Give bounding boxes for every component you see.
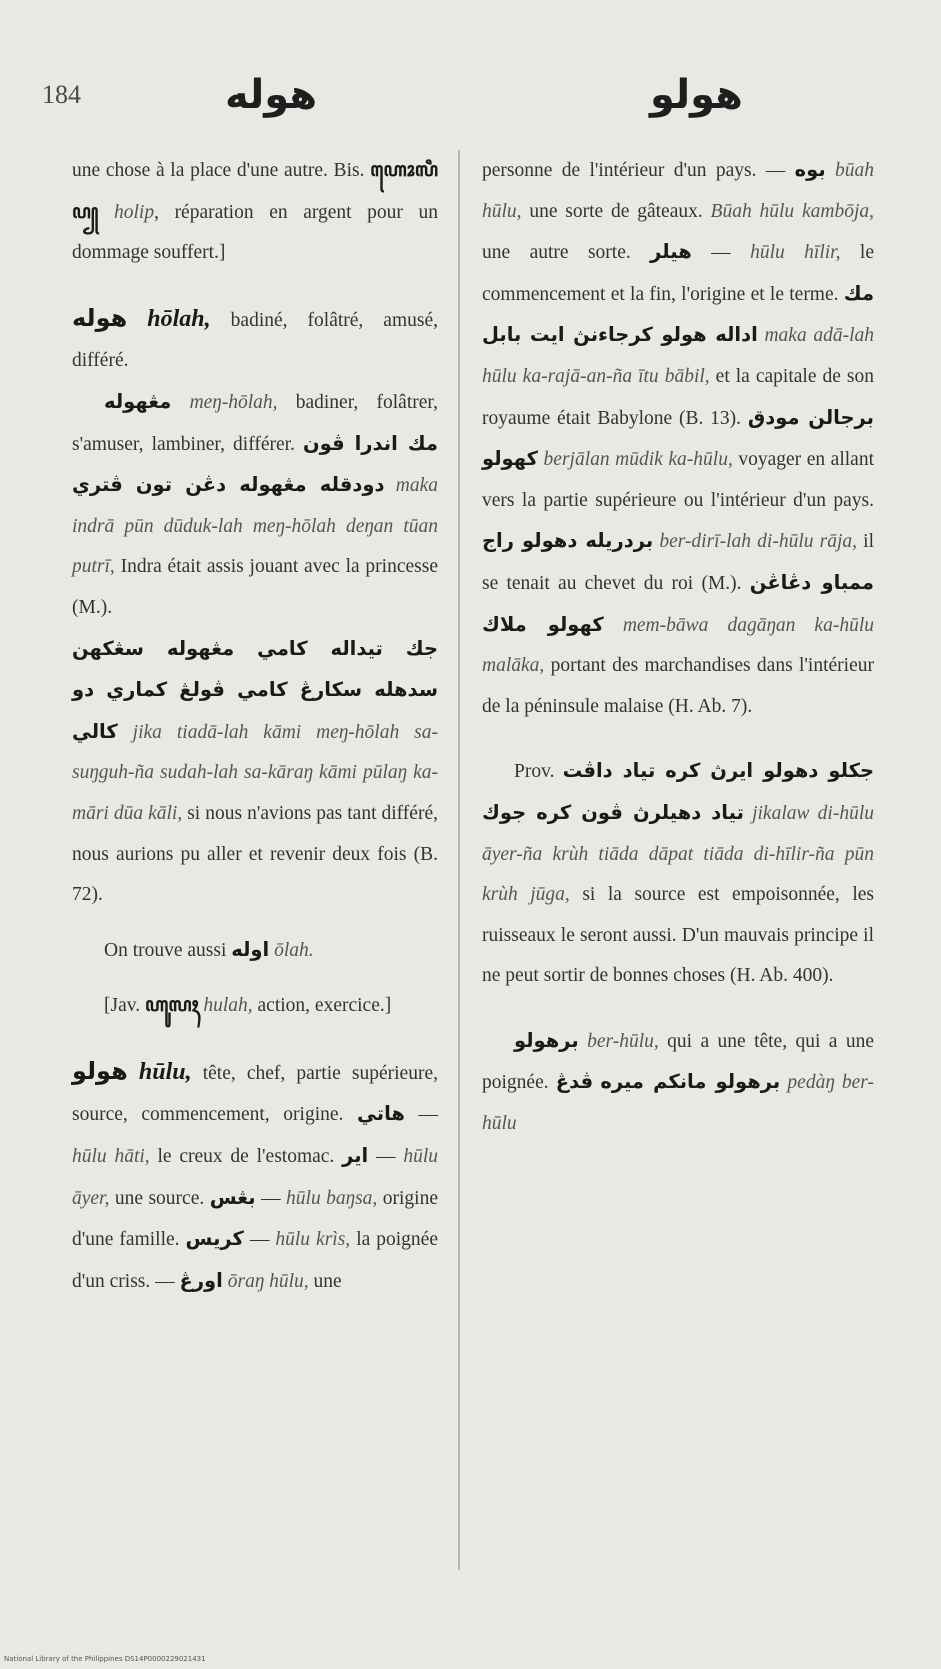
- javanese-script: ꦲꦺꦴꦭꦶꦥ꧀: [72, 158, 438, 223]
- entry-hulu: هولو hūlu, tête, chef, partie supérieure, source, commencement, origine. هاتي — hūlu hāti, le creux de l'estomac. اير — hūlu āyer, une source. بڠس — hūlu baŋsa, origine d'une famille. كريس — hūlu krìs, la poignée d'un criss. — اورڠ ōraŋ hūlu, une: [72, 1056, 439, 1292]
- proverb: Prov. جكلو دهولو ايرڽ كره تياد داڤت تياد دهيلرڽ ڤون كره جوك jikalaw di-hūlu āyer-ña krùh tiāda dāpat tiāda di-hīlir-ña pūn krùh jūga, si la source est empoisonnée, les ruisseaux le seront aussi. D'un mauvais principe il ne peut sortir de bonnes choses (H. Ab. 400).: [482, 759, 875, 987]
- variant-note: On trouve aussi اوله ōlah.: [104, 937, 314, 961]
- right-column: [482, 150, 874, 1145]
- subentry-ber-hulu: برهولو ber-hūlu, qui a une tête, qui a une poignée. ڤدڠ برهولو مانكم ميره pedàŋ ber-hūlu: [482, 1028, 874, 1135]
- column-divider: [458, 150, 460, 1570]
- headword-arabic: هولو: [72, 1056, 128, 1085]
- example-jika: جك تيداله كامي مڠهوله سڠکهن سدهله سكارڠ كامي ڤولڠ كماري دو كالي jika tiadā-lah kāmi meŋ-hōlah sa-suŋguh-ña sudah-lah sa-kāraŋ kāmi pūlaŋ ka-māri dūa kāli, si nous n'avions pas tant différé, nous aurions pu aller et revenir deux fois (B. 72).: [72, 636, 438, 906]
- running-head-left: هوله: [225, 72, 318, 118]
- headword-latin: hōlah,: [147, 305, 211, 332]
- entry-holah: هوله hōlah, badiné, folâtré, amusé, différé.: [72, 303, 438, 372]
- page-number: 184: [42, 80, 81, 109]
- headword-arabic: هوله: [72, 303, 128, 332]
- subentry-meng-holah: مڠهوله meŋ-hōlah, badiner, folâtrer, s'amuser, lambiner, différer. مك اندرا ڤون دودقله مڠهوله دڠن تون ڤتري maka indrā pūn dūduk-lah meŋ-hōlah deŋan tūan putrī, Indra était assis jouant avec la princesse (M.).: [72, 389, 439, 618]
- scan-footer: National Library of the Philippines DS14P0000229021431: [4, 1655, 206, 1663]
- left-column: [72, 150, 438, 1302]
- javanese-note: [Jav. ꦲꦸꦭꦃ hulah, action, exercice.]: [104, 993, 392, 1017]
- headword-latin: hūlu,: [138, 1058, 192, 1085]
- hulu-continuation: personne de l'intérieur d'un pays. — بوه būah hūlu, une sorte de gâteaux. Būah hūlu kambōja, une autre sorte. هيلر — hūlu hīlir, le commencement et la fin, l'origine et le terme. مك اداله هولو كرجاءنڽ ايت بابل maka adā-lah hūlu ka-rajā-an-ña ītu bābil, et la capitale de son royaume était Babylone (B. 13). برجالن مودق كهولو berjālan mūdik ka-hūlu, voyager en allant vers la partie supérieure ou l'intérieur d'un pays. بردريله دهولو راج ber-dirī-lah di-hūlu rāja, il se tenait au chevet du roi (M.). ممباو دڠاڠن كهولو ملاك mem-bāwa dagāŋan ka-hūlu malāka, portant des marchandises dans l'intérieur de la péninsule malaise (H. Ab. 7).: [482, 158, 875, 717]
- running-head-right: هولو: [650, 72, 743, 118]
- javanese-script: ꦲꦸꦭꦃ: [144, 993, 199, 1017]
- continuation-paragraph: une chose à la place d'une autre. Bis. ꦲꦺꦴꦭꦶꦥ꧀ holip, réparation en argent pour un dommage souffert.]: [72, 158, 438, 264]
